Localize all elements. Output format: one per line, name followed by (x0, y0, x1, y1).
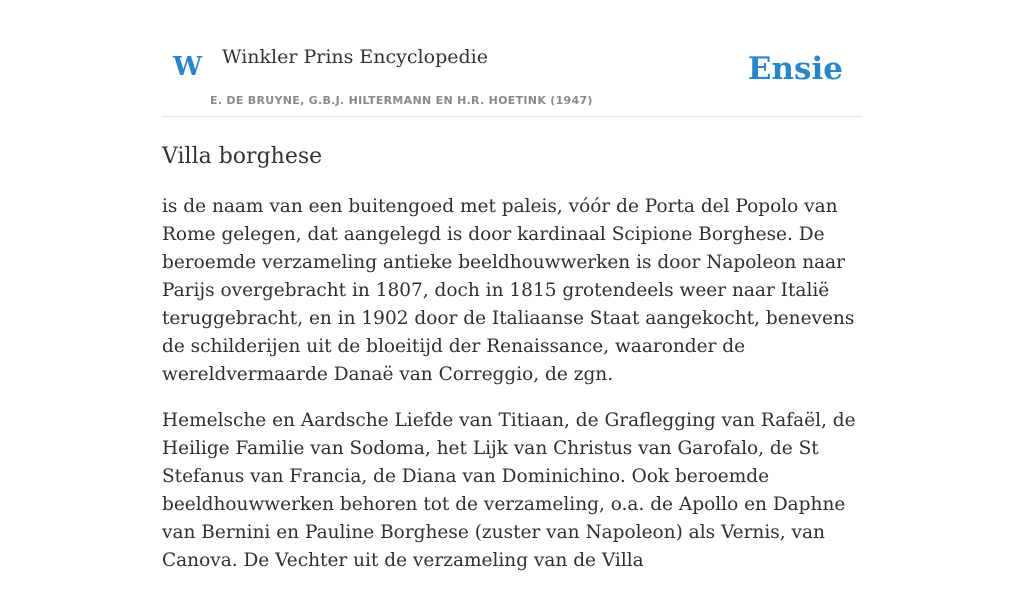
publication-logo[interactable]: W (173, 52, 203, 82)
publication-title[interactable]: Winkler Prins Encyclopedie (222, 46, 488, 68)
article-body (162, 193, 862, 575)
article-paragraph: is de naam van een buitengoed met paleis, vóór de Porta del Popolo van Rome gelegen, dat aangelegd is door kardinaal Scipione Borghese. De beroemde verzameling antieke beeldhouwwerken is door Napoleon naar Parijs overgebracht in 1807, doch in 1815 grotendeels weer naar Italië teruggebracht, en in 1902 door de Italiaanse Staat aangekocht, benevens de schilderijen uit de bloeitijd der Renaissance, waaronder de wereldvermaarde Danaë van Correggio, de zgn. (162, 196, 855, 385)
publication-authors: E. DE BRUYNE, G.B.J. HILTERMANN EN H.R. HOETINK (1947) (210, 94, 593, 107)
article-paragraph: Hemelsche en Aardsche Liefde van Titiaan, de Graflegging van Rafaël, de Heilige Familie van Sodoma, het Lijk van Christus van Garofalo, de St Stefanus van Francia, de Diana van Dominichino. Ook beroemde beeldhouwwerken behoren tot de verzameling, o.a. de Apollo en Daphne van Bernini en Pauline Borghese (zuster van Napoleon) als Vernis, van Canova. De Vechter uit de verzameling van de Villa (162, 410, 856, 571)
ensie-logo-link[interactable]: Ensie (747, 51, 843, 87)
site-header (162, 0, 862, 117)
page (162, 0, 862, 593)
article-title: Villa borghese (162, 144, 323, 169)
